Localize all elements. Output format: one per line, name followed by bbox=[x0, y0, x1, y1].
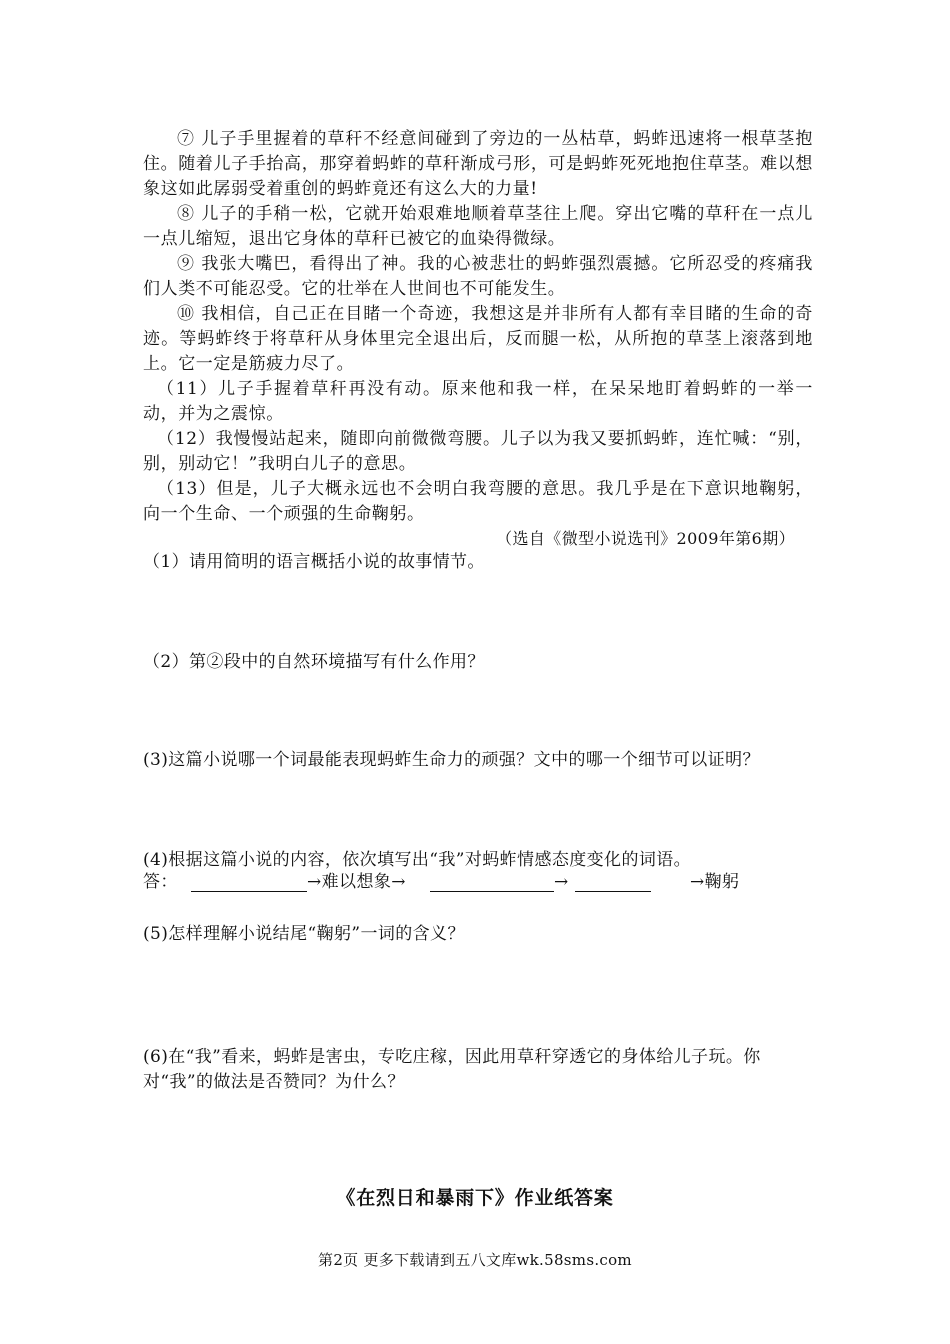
answer-blank-1[interactable] bbox=[191, 890, 307, 892]
question-4: (4)根据这篇小说的内容，依次填写出“我”对蚂蚱情感态度变化的词语。 bbox=[143, 850, 692, 870]
paragraph-9: ⑨ 我张大嘴巴，看得出了神。我的心被悲壮的蚂蚱强烈震撼。它所忍受的疼痛我们人类不可能忍受。它的壮举在人世间也不可能发生。 bbox=[143, 254, 813, 299]
question-2: （2）第②段中的自然环境描写有什么作用？ bbox=[143, 652, 485, 672]
answer-arrow-1: →难以想象→ bbox=[307, 872, 406, 892]
paragraph-12: （12）我慢慢站起来，随即向前微微弯腰。儿子以为我又要抓蚂蚱，连忙喊：“别，别，别动它！”我明白儿子的意思。 bbox=[143, 429, 813, 474]
paragraph-13: （13）但是，儿子大概永远也不会明白我弯腰的意思。我几乎是在下意识地鞠躬，向一个生命、一个顽强的生命鞠躬。 bbox=[143, 479, 813, 524]
answer-arrow-3: →鞠躬 bbox=[690, 872, 740, 892]
question-6: (6)在“我”看来，蚂蚱是害虫，专吃庄稼，因此用草秆穿透它的身体给儿子玩。你对“我”的做法是否赞同？为什么？ bbox=[143, 1047, 761, 1092]
paragraph-7: ⑦ 儿子手里握着的草秆不经意间碰到了旁边的一丛枯草，蚂蚱迅速将一根草茎抱住。随着儿子手抬高，那穿着蚂蚱的草秆渐成弓形，可是蚂蚱死死地抱住草茎。难以想象这如此孱弱受着重创的蚂蚱竟还有这么大的力量! bbox=[143, 129, 813, 199]
page-footer: 第2页 更多下载请到五八文库wk.58sms.com bbox=[318, 1251, 632, 1269]
question-1: （1）请用简明的语言概括小说的故事情节。 bbox=[143, 552, 485, 572]
question-5: (5)怎样理解小说结尾“鞠躬”一词的含义？ bbox=[143, 924, 465, 944]
paragraph-11: （11）儿子手握着草秆再没有动。原来他和我一样，在呆呆地盯着蚂蚱的一举一动，并为之震惊。 bbox=[143, 379, 813, 424]
question-3: (3)这篇小说哪一个词最能表现蚂蚱生命力的顽强？文中的哪一个细节可以证明？ bbox=[143, 750, 760, 770]
answer-prefix: 答： bbox=[143, 872, 178, 892]
paragraph-8: ⑧ 儿子的手稍一松，它就开始艰难地顺着草茎往上爬。穿出它嘴的草秆在一点儿一点儿缩短，退出它身体的草秆已被它的血染得微绿。 bbox=[143, 204, 813, 249]
answer-blank-2[interactable] bbox=[430, 890, 554, 892]
answer-blank-3[interactable] bbox=[575, 890, 651, 892]
answer-section-title: 《在烈日和暴雨下》作业纸答案 bbox=[336, 1187, 614, 1209]
paragraph-10: ⑩ 我相信，自己正在目睹一个奇迹，我想这是并非所有人都有幸目睹的生命的奇迹。等蚂蚱终于将草秆从身体里完全退出后，反而腿一松，从所抱的草茎上滚落到地上。它一定是筋疲力尽了。 bbox=[143, 304, 813, 374]
answer-arrow-2: → bbox=[554, 872, 569, 892]
source-citation: （选自《微型小说选刊》2009年第6期） bbox=[496, 529, 795, 548]
